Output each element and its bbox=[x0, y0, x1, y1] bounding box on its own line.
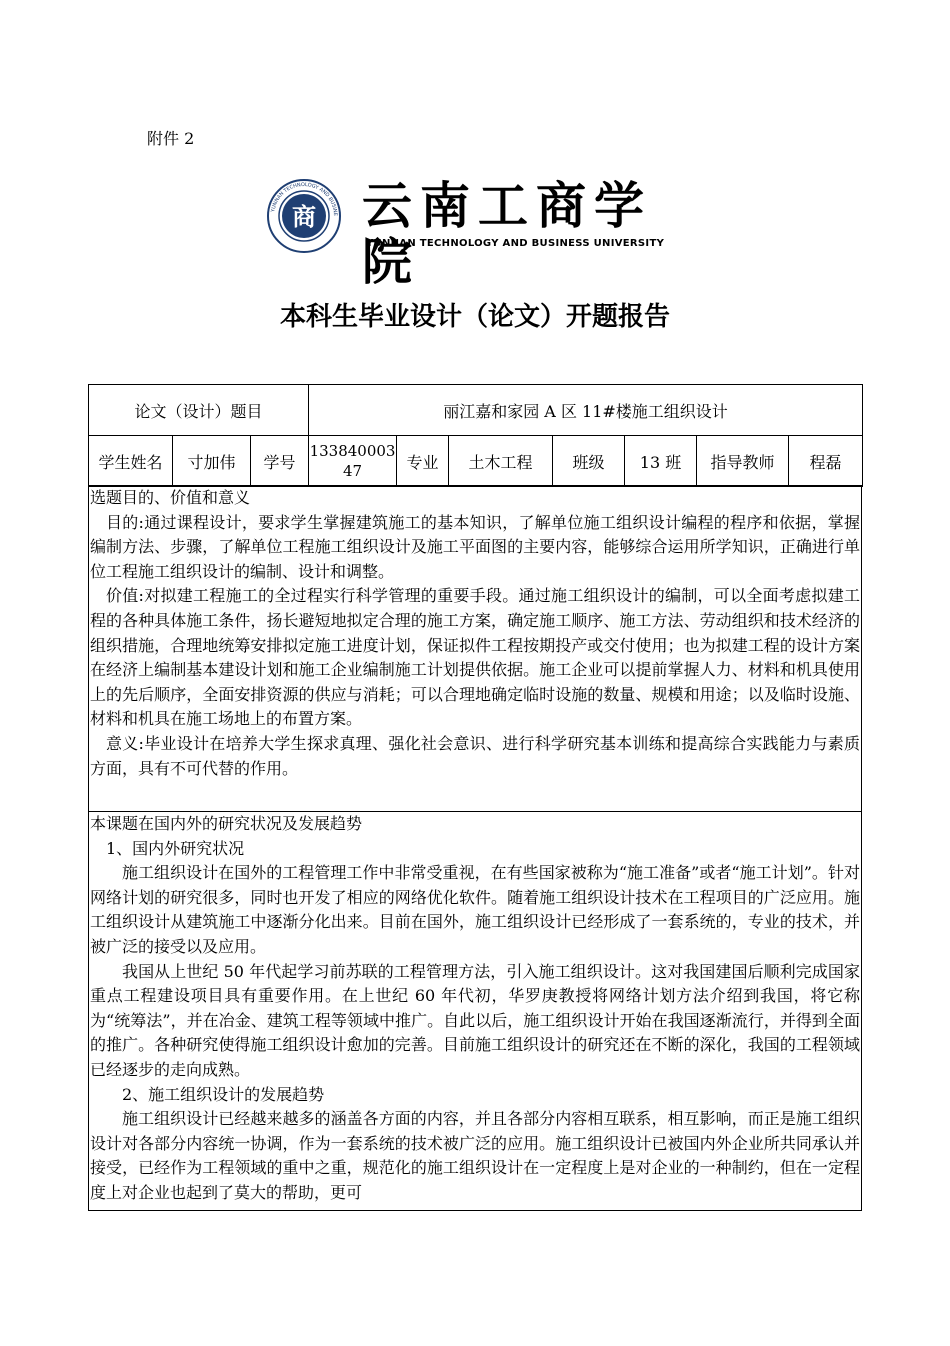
university-name-english: YUNNAN TECHNOLOGY AND BUSINESS UNIVERSITY bbox=[366, 238, 665, 249]
paragraph: 我国从上世纪 50 年代起学习前苏联的工程管理方法，引入施工组织设计。这对我国建国后顺利完成国家重点工程建设项目具有重要作用。在上世纪 60 年代初，华罗庚教授将网络计划方法介绍到我国，将它称为“统筹法”，并在冶金、建筑工程等领域中推广。自此以后，施工组织设计开始在我国逐渐流行，并得到全面的推广。各种研究使得施工组织设计愈加的完善。目前施工组织设计的研究还在不断的深化，我国的工程领域已经逐步的走向成熟。 bbox=[90, 961, 860, 1079]
advisor-value: 程磊 bbox=[789, 436, 863, 487]
section-heading: 选题目的、价值和意义 bbox=[90, 488, 251, 507]
university-name-chinese: 云南工商学院 bbox=[362, 176, 652, 291]
value-paragraph: 价值:对拟建工程施工的全过程实行科学管理的重要手段。通过施工组织设计的编制，可以全面考虑拟建工程的各种具体施工条件，扬长避短地拟定合理的施工方案，确定施工顺序、施工方法、劳动组织和技术经济的组织措施，合理地统筹安排拟定施工进度计划，保证拟件工程按期投产或交付使用；也为拟建工程的设计方案在经济上编制基本建设计划和施工企业编制施工计划提供依据。施工企业可以提前掌握人力、材料和机具使用上的先后顺序，全面安排资源的供应与消耗；可以合理地确定临时设施的数量、规模和用途；以及临时设施、材料和机具在施工场地上的布置方案。 bbox=[90, 586, 860, 729]
university-logo bbox=[266, 176, 686, 291]
page-title: 本科生毕业设计（论文）开题报告 bbox=[279, 302, 670, 332]
student-id-value: 13384000347 bbox=[309, 436, 397, 487]
attachment-label: 附件 2 bbox=[147, 129, 195, 148]
paragraph: 施工组织设计在国外的工程管理工作中非常受重视，在有些国家被称为“施工准备”或者“施工计划”。针对网络计划的研究很多，同时也开发了相应的网络优化软件。随着施工组织设计技术在工程项目的广泛应用。施工组织设计从建筑施工中逐渐分化出来。目前在国外，施工组织设计已经形成了一套系统的，专业的技术，并被广泛的接受以及应用。 bbox=[90, 863, 860, 956]
thesis-title-label: 论文（设计）题目 bbox=[89, 385, 309, 436]
info-table bbox=[88, 384, 863, 487]
thesis-title-value: 丽江嘉和家园 A 区 11#楼施工组织设计 bbox=[309, 385, 863, 436]
major-label: 专业 bbox=[397, 436, 449, 487]
purpose-paragraph: 目的:通过课程设计，要求学生掌握建筑施工的基本知识，了解单位施工组织设计编程的程序和依据，掌握编制方法、步骤，了解单位工程施工组织设计及施工平面图的主要内容，能够综合运用所学知识，正确进行单位工程施工组织设计的编制、设计和调整。 bbox=[90, 512, 860, 581]
research-status-section bbox=[88, 811, 862, 1211]
major-value: 土木工程 bbox=[449, 436, 553, 487]
advisor-label: 指导教师 bbox=[697, 436, 789, 487]
class-label: 班级 bbox=[553, 436, 625, 487]
seal-character: 商 bbox=[292, 203, 316, 231]
student-name-label: 学生姓名 bbox=[89, 436, 173, 487]
university-seal-icon bbox=[266, 178, 342, 254]
subheading: 1、国内外研究状况 bbox=[106, 838, 245, 858]
significance-paragraph: 意义:毕业设计在培养大学生探求真理、强化社会意识、进行科学研究基本训练和提高综合实践能力与素质方面，具有不可代替的作用。 bbox=[90, 733, 860, 778]
paragraph: 施工组织设计已经越来越多的涵盖各方面的内容，并且各部分内容相互联系，相互影响，而正是施工组织设计对各部分内容统一协调，作为一套系统的技术被广泛的应用。施工组织设计已被国内外企业所共同承认并接受，已经作为工程领域的重中之重，规范化的施工组织设计在一定程度上是对企业的一种制约，但在一定程度上对企业也起到了莫大的帮助，更可 bbox=[90, 1109, 860, 1202]
student-name-value: 寸加伟 bbox=[173, 436, 251, 487]
seal-ring-text: YUNNAN TECHNOLOGY AND BUSINE bbox=[270, 181, 339, 217]
purpose-value-significance-section bbox=[88, 485, 862, 812]
subheading: 2、施工组织设计的发展趋势 bbox=[122, 1084, 325, 1104]
class-value: 13 班 bbox=[625, 436, 697, 487]
student-id-label: 学号 bbox=[251, 436, 309, 487]
section-heading: 本课题在国内外的研究状况及发展趋势 bbox=[90, 814, 363, 833]
